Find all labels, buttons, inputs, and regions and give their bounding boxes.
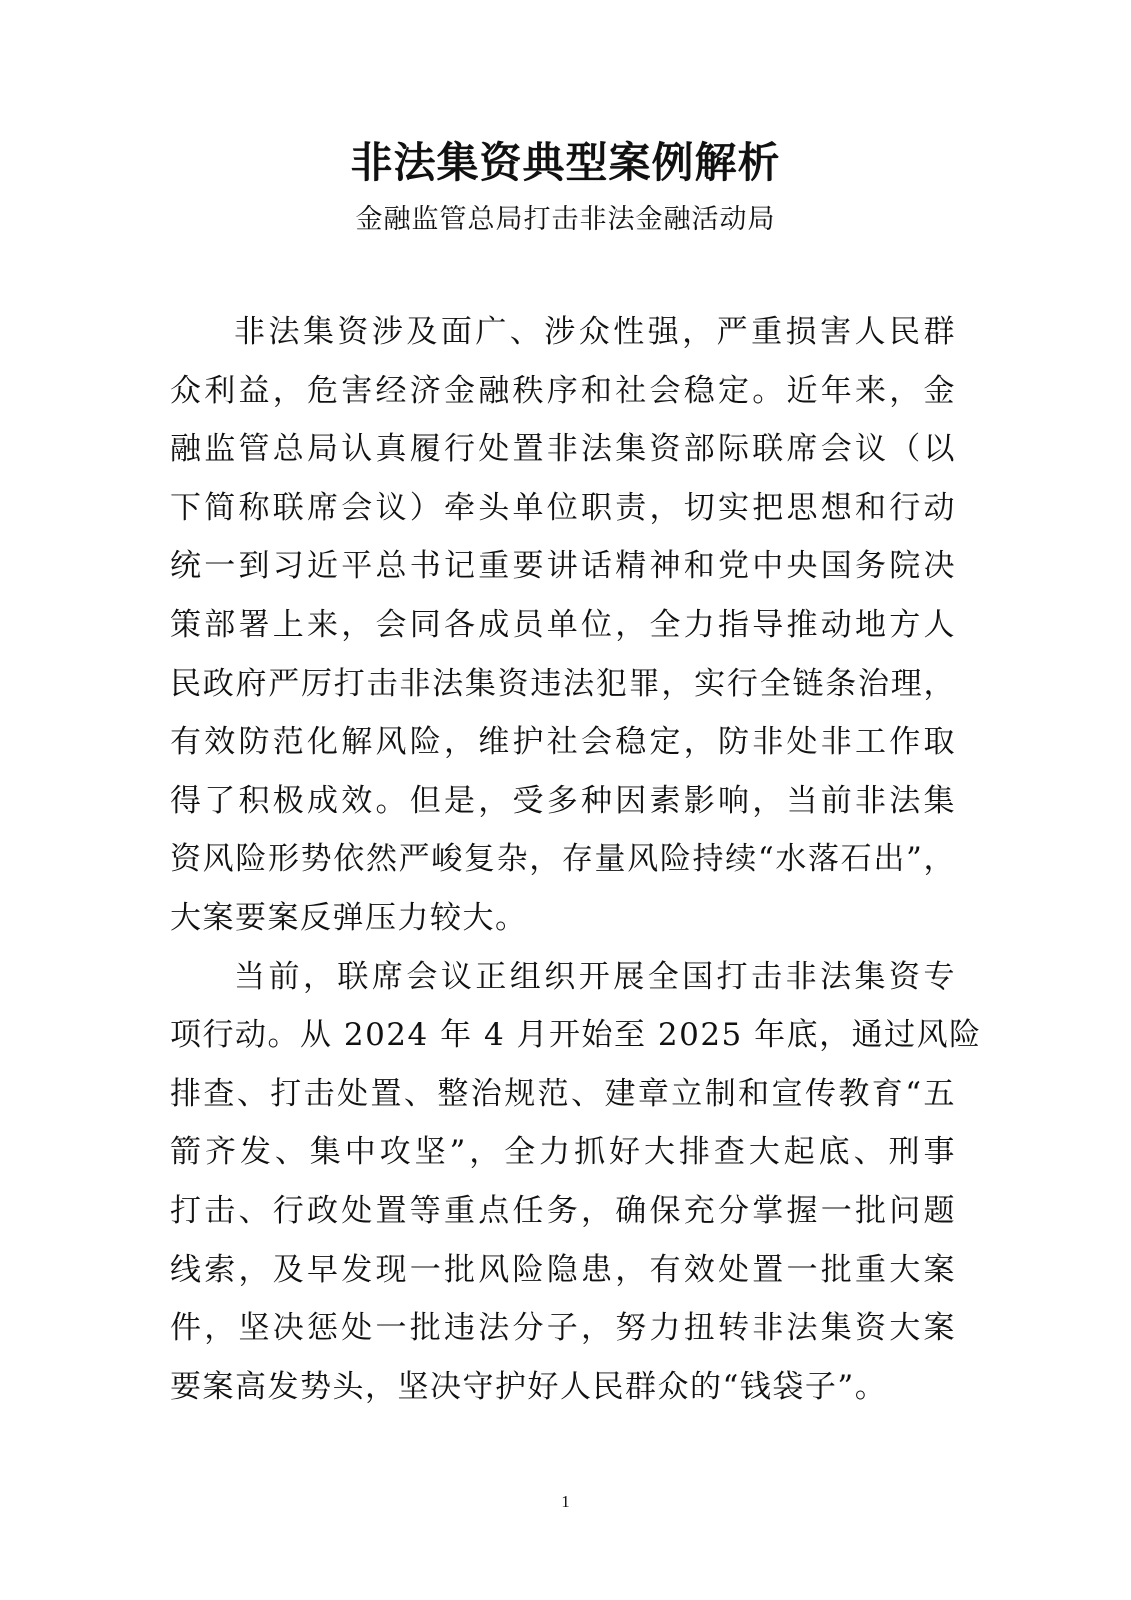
- paragraph-1: [170, 303, 956, 948]
- document-title: 非法集资典型案例解析: [350, 138, 781, 187]
- paragraph-line: 众利益，危害经济金融秩序和社会稳定。近年来，金: [170, 372, 956, 409]
- paragraph-line: 大案要案反弹压力较大。: [170, 899, 528, 936]
- paragraph-line: 排查、打击处置、整治规范、建章立制和宣传教育“五: [170, 1075, 956, 1112]
- page-number: 1: [561, 1492, 570, 1511]
- paragraph-line: 资风险形势依然严峻复杂，存量风险持续“水落石出”，: [170, 841, 956, 878]
- paragraph-line: 要案高发势头，坚决守护好人民群众的“钱袋子”。: [170, 1368, 888, 1405]
- paragraph-line: 当前，联席会议正组织开展全国打击非法集资专: [234, 958, 956, 995]
- paragraph-line: 民政府严厉打击非法集资违法犯罪，实行全链条治理，: [170, 665, 956, 702]
- paragraph-line: 得了积极成效。但是，受多种因素影响，当前非法集: [170, 782, 956, 819]
- paragraph-line: 件，坚决惩处一批违法分子，努力扭转非法集资大案: [170, 1310, 956, 1347]
- paragraph-line: 箭齐发、集中攻坚”，全力抓好大排查大起底、刑事: [170, 1134, 956, 1171]
- paragraph-line: 融监管总局认真履行处置非法集资部际联席会议（以: [170, 431, 956, 468]
- document-subtitle: 金融监管总局打击非法金融活动局: [355, 204, 776, 235]
- paragraph-line: 非法集资涉及面广、涉众性强，严重损害人民群: [234, 314, 956, 350]
- paragraph-line: 有效防范化解风险，维护社会稳定，防非处非工作取: [170, 724, 956, 761]
- paragraph-2: [170, 948, 982, 1417]
- paragraph-line: 打击、行政处置等重点任务，确保充分掌握一批问题: [170, 1192, 956, 1229]
- paragraph-line: 线索，及早发现一批风险隐患，有效处置一批重大案: [170, 1251, 956, 1288]
- paragraph-line: 统一到习近平总书记重要讲话精神和党中央国务院决: [170, 548, 956, 585]
- paragraph-line: 项行动。从 2024 年 4 月开始至 2025 年底，通过风险: [170, 1017, 982, 1054]
- paragraph-line: 下简称联席会议）牵头单位职责，切实把思想和行动: [170, 489, 956, 526]
- paragraph-line: 策部署上来，会同各成员单位，全力指导推动地方人: [170, 606, 956, 643]
- document-body: [170, 303, 982, 1416]
